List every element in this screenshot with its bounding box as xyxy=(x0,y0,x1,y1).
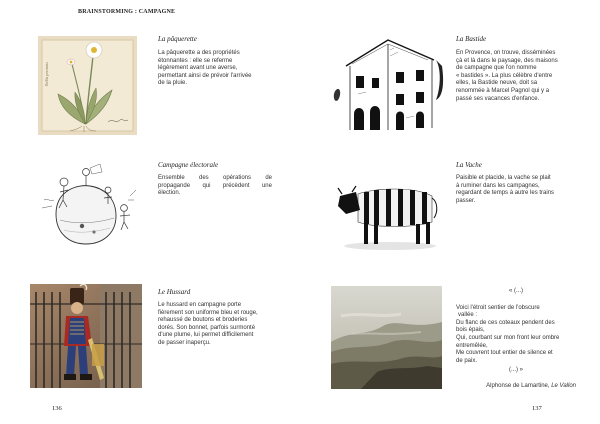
entry-title-hussard: Le Hussard xyxy=(158,288,191,296)
cow-sculpture xyxy=(334,172,440,252)
poem-close: (...) » xyxy=(508,367,523,374)
entry-title-vache: La Vache xyxy=(456,161,482,169)
entry-text-bastide: En Provence, on trouve, disséminées çà et là dans le paysage, des maisons de campagne que l'on nomme « bastides ». La plus célèbre d'entre elles, la Bastide neuve, doit sa renommée à Marcel Pagnol qui y a passé ses vacances d'enfance. xyxy=(456,50,558,102)
landscape-painting xyxy=(331,286,442,389)
poem-block: « (...) Voici l'étroit sentier de l'obscure vallée : Du flanc de ces coteaux pendent des bois épais, Qui, courbant sur mon front leur ombre entremêlée, Me couvrent tout entier de silence et de paix. (...) » Alphonse de Lamartine, Le Vallon xyxy=(456,288,576,389)
entry-text-hussard: Le hussard en campagne porte fièrement son uniforme bleu et rouge, rehaussé de boutons et broderies dorés. Son bonnet, parfois surmonté d'une plume, lui permet difficilement de passer inaperçu. xyxy=(158,302,258,346)
page-number-right: 137 xyxy=(532,405,542,412)
page-number-left: 136 xyxy=(52,405,62,412)
entry-text-campagne: Ensemble des opérations de propagande qui précèdent une élection. xyxy=(158,175,272,197)
poem-attribution: Alphonse de Lamartine, Le Vallon xyxy=(486,382,576,389)
entry-title-paquerette: La pâquerette xyxy=(158,35,197,43)
poem-open: « (...) xyxy=(508,288,523,294)
electoral-cartoon xyxy=(38,160,138,256)
entry-title-bastide: La Bastide xyxy=(456,35,487,43)
bastide-drawing xyxy=(332,30,444,136)
daisy-caption: Bellis perennis xyxy=(44,62,49,86)
entry-text-vache: Paisible et placide, la vache se plait à ruminer dans les campagnes, regardant de temps à autre les trains passer. xyxy=(456,175,555,204)
entry-title-campagne: Campagne électorale xyxy=(158,161,219,169)
daisy-illustration xyxy=(38,36,137,135)
page-header: BRAINSTORMING : CAMPAGNE xyxy=(78,9,176,15)
entry-text-paquerette: La pâquerette a des propriétés étonnantes : elle se referme légèrement avant une averse, permettant ainsi de prévoir l'arrivée de la pluie. xyxy=(158,50,252,87)
hussar-painting xyxy=(30,284,142,388)
